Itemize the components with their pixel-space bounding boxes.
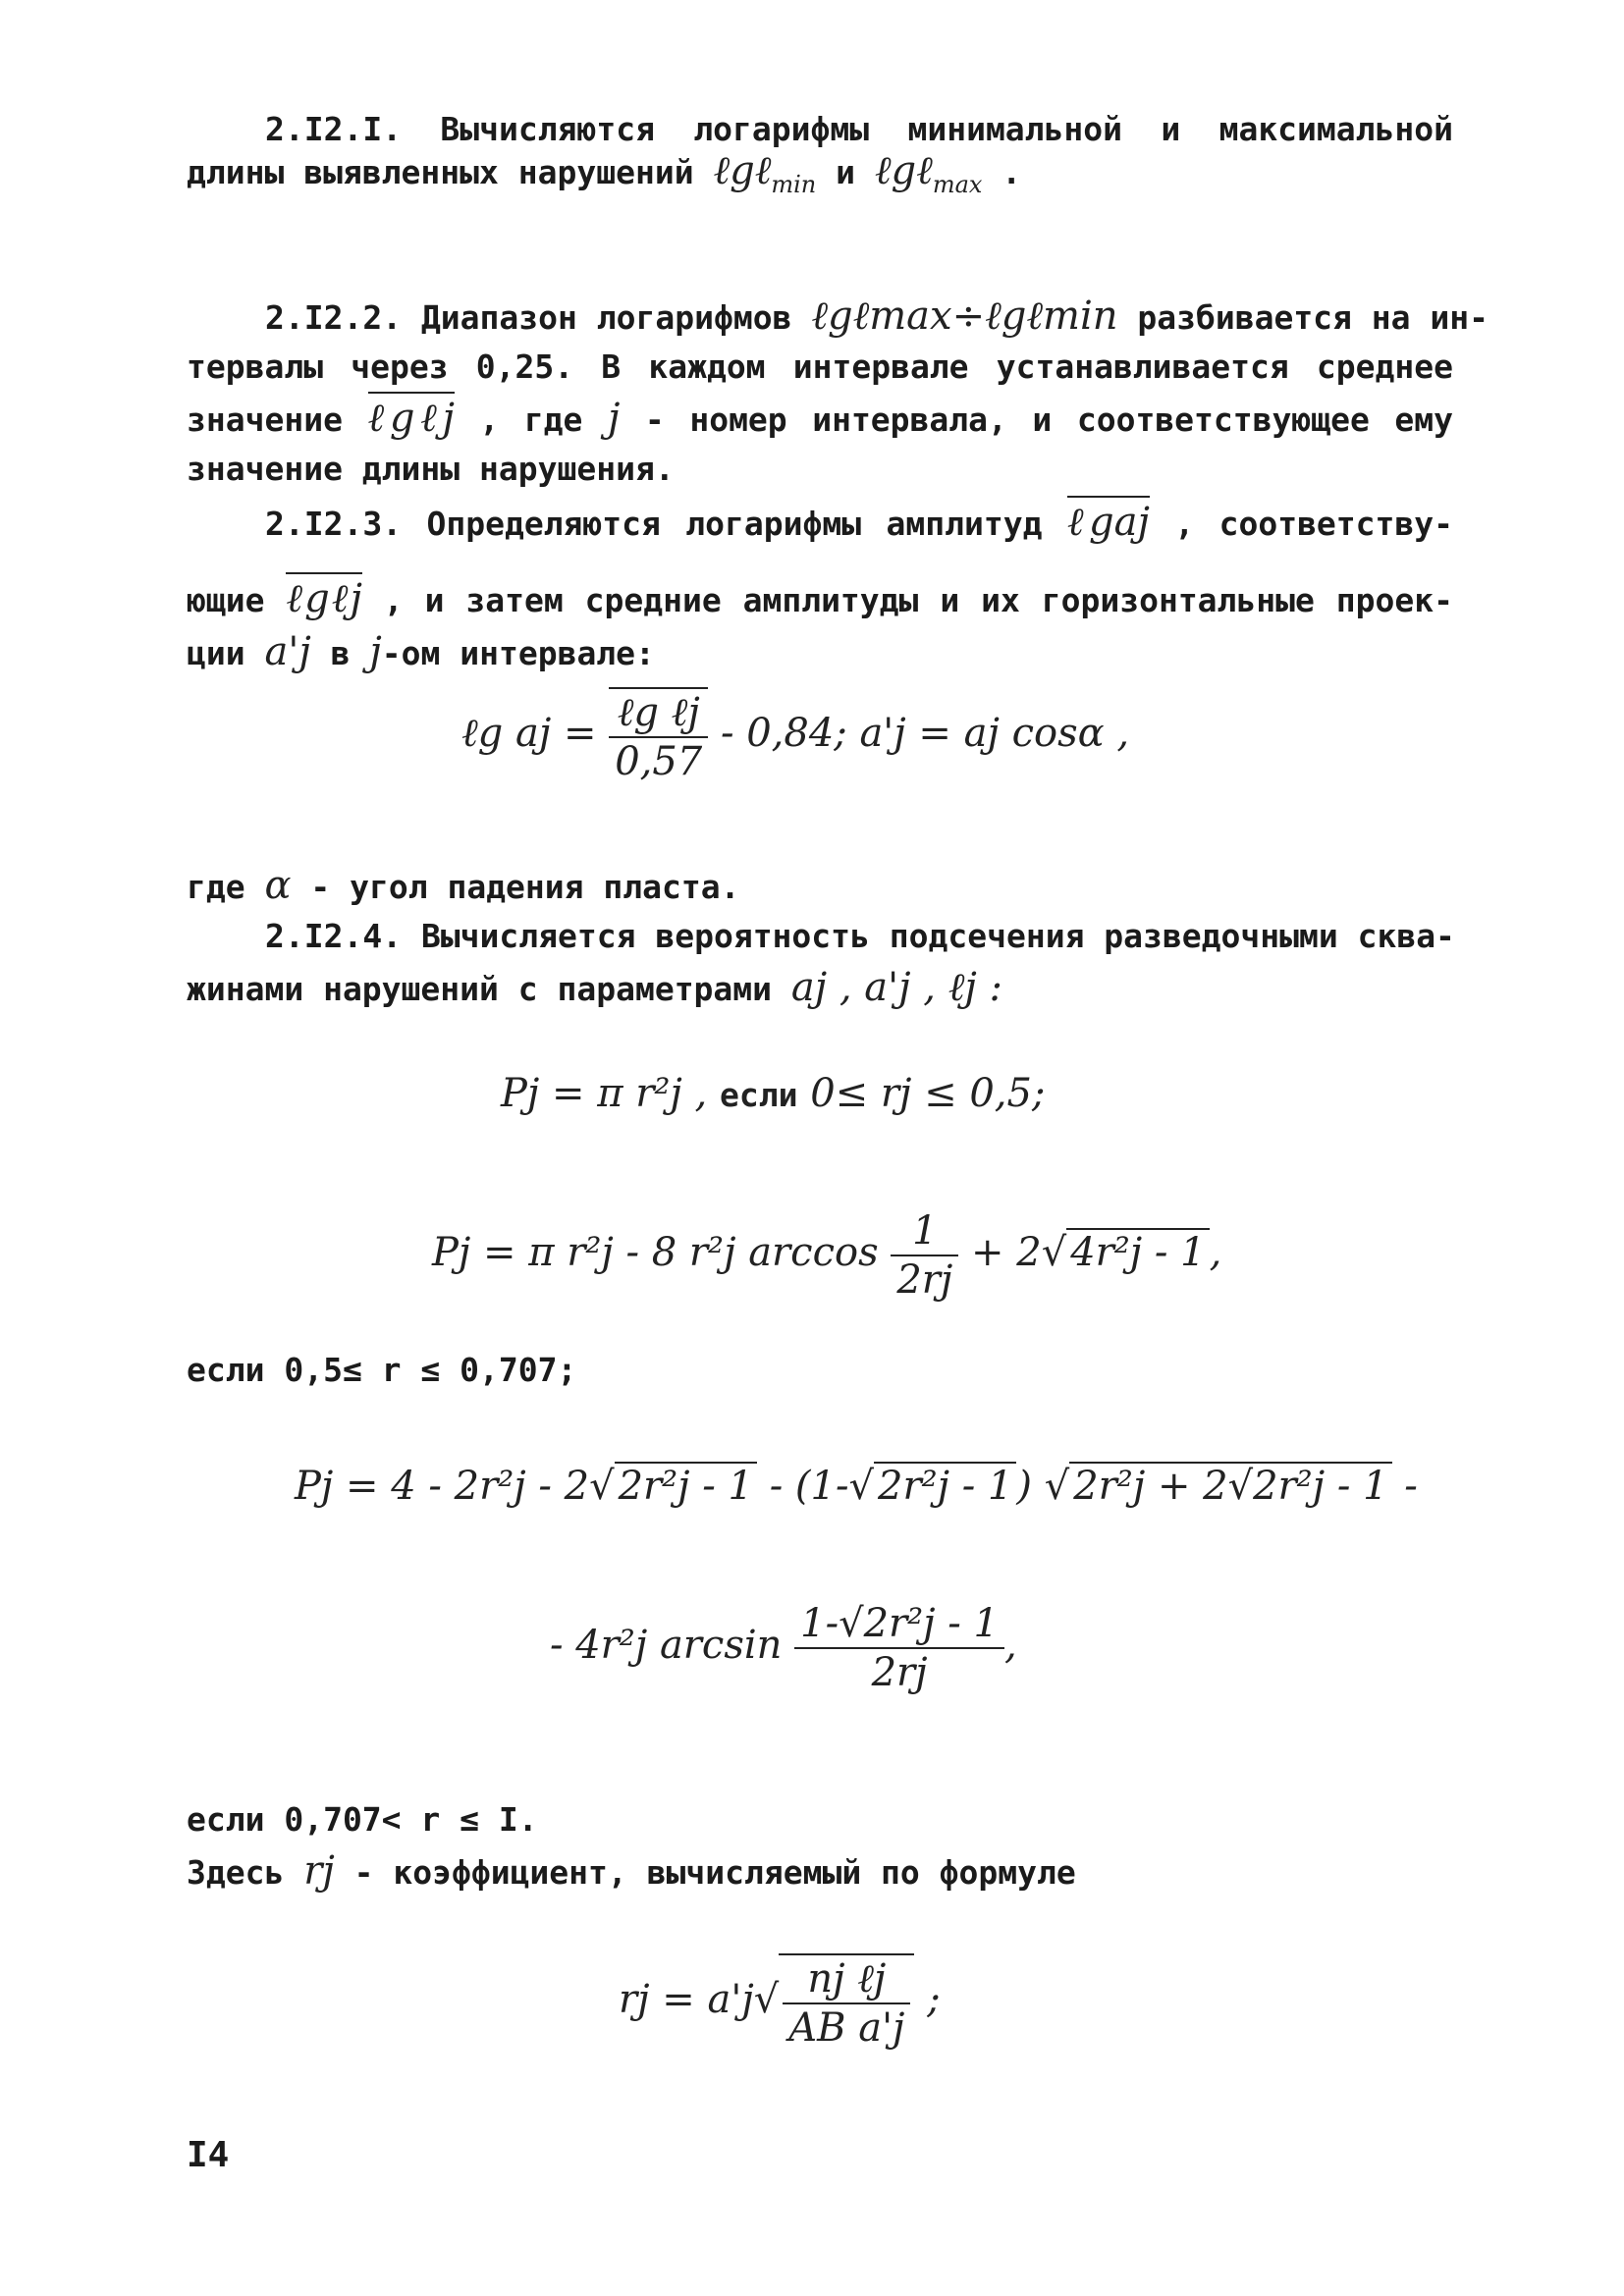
text: длины выявленных нарушений [187, 153, 694, 191]
text: 2.I2.4. Вычисляется вероятность подсечения разведочными сква- [265, 917, 1455, 955]
math-params: aj , a'j , ℓj : [790, 965, 1002, 1010]
paragraph-2-12-2-line2 [187, 344, 1453, 391]
text: если 0,707< r ≤ I. [187, 1800, 538, 1839]
text: 2.I2.2. Диапазон логарифмов [265, 298, 792, 337]
text: разбивается на ин- [1137, 298, 1489, 337]
text: ции [187, 634, 245, 672]
formula-lga: ℓg aj = $\frac{\text{ℓg ℓj}}{0,57}$ - 0,84; a'j = aj cosα , [461, 687, 1129, 785]
text: - коэффициент, вычисляемый по формуле [353, 1853, 1076, 1892]
math-j: j [369, 629, 382, 674]
text: 2.I2.I. Вычисляются логарифмы минимальной и максимальной [265, 110, 1453, 148]
text: - угол падения пласта. [310, 868, 740, 906]
fraction: $\frac{1}{2rj}$ [891, 1207, 958, 1304]
text: значение [187, 400, 343, 439]
math-lglmax: ℓgℓ$_{max}$ [874, 148, 983, 198]
math-mean-lgl: ℓgℓj [368, 392, 455, 441]
paragraph-2-12-1-line1 [265, 106, 1453, 153]
math-rj: rj [303, 1848, 335, 1894]
formula-pj-case2: Pj = π r²j - 8 r²j arccos $\frac{1}{2rj}$ + 2√ 4r²j - 1 , [432, 1208, 1222, 1303]
paragraph-2-12-2-line3 [187, 395, 1453, 444]
text: Здесь [187, 1853, 285, 1892]
math-aj-prime: a'j [264, 629, 311, 674]
text: -ом интервале: [381, 634, 655, 672]
text: если 0,5≤ r ≤ 0,707; [187, 1351, 577, 1389]
text: , и затем средние амплитуды и их горизонтальные проек- [383, 581, 1454, 619]
text: , где [479, 400, 583, 439]
text: и [836, 153, 856, 191]
paragraph-2-12-2-line4 [187, 446, 1453, 493]
text: жинами нарушений с параметрами [187, 970, 773, 1008]
paragraph-2-12-3-line1 [265, 499, 1453, 548]
paragraph-2-12-3-line2 [187, 575, 1453, 624]
formula-pj-case3-line2: - 4r²j arcsin $\frac{\text{1-√2r²j - 1}}{2rj}$ , [550, 1601, 1017, 1695]
paragraph-2-12-1-line2: длины выявленных нарушений ℓgℓ$_{min}$ и ℓgℓ$_{max}$ . [187, 148, 1022, 198]
text: 2.I2.3. Определяются логарифмы амплитуд [265, 505, 1043, 543]
fraction: $\frac{\text{1-√2r²j - 1}}{2rj}$ [794, 1600, 1004, 1696]
text: - номер интервала, и соответствующее ему [644, 400, 1453, 439]
condition-line-2 [187, 1796, 1453, 1843]
formula-pj-case3-line1: Pj = 4 - 2r²j - 2√ 2r²j - 1 - (1-√ 2r²j - 1 ) √ 2r²j + 2√2r²j - 1 - [295, 1464, 1418, 1509]
math-j: j [607, 396, 621, 441]
text: значение длины нарушения. [187, 450, 675, 488]
math-range: ℓgℓmax÷ℓgℓmin [811, 294, 1118, 339]
paragraph-2-12-2-line1 [265, 293, 1489, 342]
text: ющие [187, 581, 265, 619]
formula-rj: rj = a'j√ $\frac{\text{nj ℓj}}{\text{AB a'j}}$ ; [619, 1953, 941, 2052]
condition-line-1 [187, 1347, 1453, 1394]
text: тервалы через 0,25. В каждом интервале устанавливается среднее [187, 347, 1453, 386]
text: где [187, 868, 245, 906]
coefficient-definition-line [187, 1847, 1453, 1896]
formula-pj-case1: Pj = π r²j , если 0≤ rj ≤ 0,5; [501, 1071, 1046, 1116]
paragraph-2-12-3-line3 [187, 628, 1453, 677]
page-number: I4 [187, 2135, 230, 2175]
fraction: $\frac{\text{ℓg ℓj}}{0,57}$ [609, 687, 708, 785]
fraction: $\frac{\text{nj ℓj}}{\text{AB a'j}}$ [779, 1953, 914, 2052]
math-alpha: α [264, 863, 292, 908]
paragraph-2-12-4-line1 [265, 913, 1453, 960]
alpha-definition-line [187, 862, 1453, 911]
text: в [330, 634, 351, 672]
text: , соответству- [1174, 505, 1454, 543]
math-mean-lgl: ℓgℓj [286, 572, 361, 621]
math-lglmin: ℓgℓ$_{min}$ [713, 148, 817, 198]
math-mean-lga: ℓgaj [1067, 496, 1150, 545]
paragraph-2-12-4-line2 [187, 964, 1453, 1013]
